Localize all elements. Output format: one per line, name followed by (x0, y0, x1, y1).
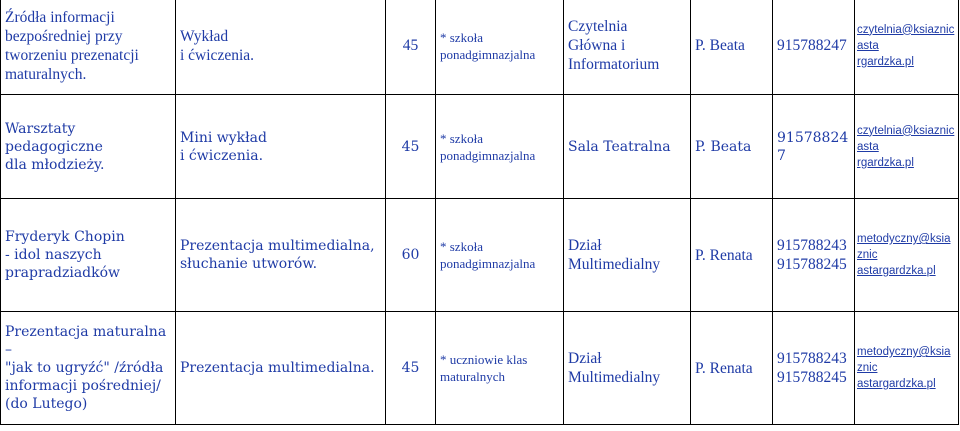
topic-line: - idol naszych (5, 247, 102, 263)
topic-cell (1, 199, 176, 312)
email-line: metodyczny@ksiaznic (857, 233, 951, 261)
phone-number: 915788243 (777, 350, 847, 367)
email-line: czytelnia@ksiaznicasta (857, 23, 955, 52)
table-row (1, 95, 959, 199)
phone-number: 915788247 (777, 129, 849, 164)
audience-cell (436, 0, 564, 95)
email-link[interactable] (857, 123, 956, 171)
phone-cell (773, 312, 855, 425)
form-cell (176, 0, 386, 95)
topic-line: "jak to ugryźć" /źródła (5, 360, 164, 376)
form-line: Mini wykład (180, 129, 267, 146)
place-cell (564, 95, 691, 199)
email-line: metodyczny@ksiaznic (857, 346, 951, 374)
audience-cell (436, 95, 564, 199)
email-line: rgardzka.pl (857, 156, 914, 169)
form-line: Prezentacja multimedialna, (180, 238, 375, 254)
contact-person-cell: P. Beata (691, 0, 773, 95)
place-cell (564, 199, 691, 312)
form-cell (176, 95, 386, 199)
audience-line: * szkoła (440, 130, 483, 146)
form-line: i ćwiczenia. (180, 147, 264, 164)
email-line: rgardzka.pl (857, 55, 914, 68)
phone-number: 915788243 (777, 237, 847, 254)
form-line: słuchanie utworów. (180, 256, 318, 272)
table-row (1, 0, 959, 95)
email-link[interactable] (857, 344, 956, 392)
table-row (1, 312, 959, 425)
place-line: Multimedialny (568, 369, 661, 386)
table-row (1, 199, 959, 312)
email-link[interactable] (857, 22, 956, 70)
duration-cell: 45 (386, 95, 436, 199)
topic-line: maturalnych. (5, 65, 87, 83)
topic-line: (do Lutego) (5, 396, 88, 412)
email-cell (855, 199, 959, 312)
phone-cell (773, 0, 855, 95)
contact-person-cell: P. Renata (691, 312, 773, 425)
topic-line: Prezentacja maturalna – (5, 324, 167, 358)
topic-line: dla młodzieży. (5, 156, 105, 173)
place-line: Dział (568, 350, 602, 367)
form-line: Wykład (180, 27, 229, 45)
contact-person-cell: P. Beata (691, 95, 773, 199)
email-line: astargardzka.pl (857, 265, 936, 277)
phone-number: 915788245 (777, 256, 847, 273)
phone-number: 915788247 (777, 37, 847, 54)
phone-cell (773, 95, 855, 199)
topic-cell (1, 312, 176, 425)
duration-cell: 45 (386, 0, 436, 95)
place-cell (564, 0, 691, 95)
form-line: Prezentacja multimedialna. (180, 360, 375, 376)
phone-number: 915788245 (777, 369, 847, 386)
topic-line: tworzeniu prezenatcji (5, 46, 139, 64)
topic-line: Warsztaty pedagogiczne (5, 120, 103, 155)
audience-cell (436, 199, 564, 312)
contact-person-cell: P. Renata (691, 199, 773, 312)
place-line: Sala Teatralna (568, 138, 671, 155)
email-line: czytelnia@ksiaznicasta (857, 124, 955, 153)
place-line: Informatorium (568, 56, 660, 73)
topic-line: informacji pośredniej/ (5, 378, 161, 394)
topic-line: bezpośredniej przy (5, 27, 123, 45)
place-line: Dział (568, 237, 602, 254)
form-line: i ćwiczenia. (180, 46, 255, 64)
audience-cell (436, 312, 564, 425)
audience-line: ponadgimnazjalna (440, 256, 536, 271)
topic-cell (1, 0, 176, 95)
audience-line: maturalnych (440, 369, 505, 384)
duration-cell: 45 (386, 312, 436, 425)
audience-line: ponadgimnazjalna (440, 147, 536, 163)
place-line: Multimedialny (568, 256, 661, 273)
topic-line: Źródła informacji (5, 8, 115, 26)
topic-cell (1, 95, 176, 199)
audience-line: ponadgimnazjalna (440, 46, 536, 62)
form-cell (176, 199, 386, 312)
form-cell (176, 312, 386, 425)
place-line: Czytelnia (568, 18, 628, 35)
phone-cell (773, 199, 855, 312)
duration-cell: 60 (386, 199, 436, 312)
email-link[interactable] (857, 231, 956, 279)
topic-line: prapradziadków (5, 265, 121, 281)
audience-line: * szkoła (440, 29, 483, 45)
email-cell (855, 95, 959, 199)
email-cell (855, 312, 959, 425)
audience-line: * uczniowie klas (440, 352, 528, 367)
place-cell (564, 312, 691, 425)
place-line: Główna i (568, 37, 626, 54)
topic-line: Fryderyk Chopin (5, 229, 125, 245)
audience-line: * szkoła (440, 239, 483, 254)
email-cell (855, 0, 959, 95)
email-line: astargardzka.pl (857, 378, 936, 390)
